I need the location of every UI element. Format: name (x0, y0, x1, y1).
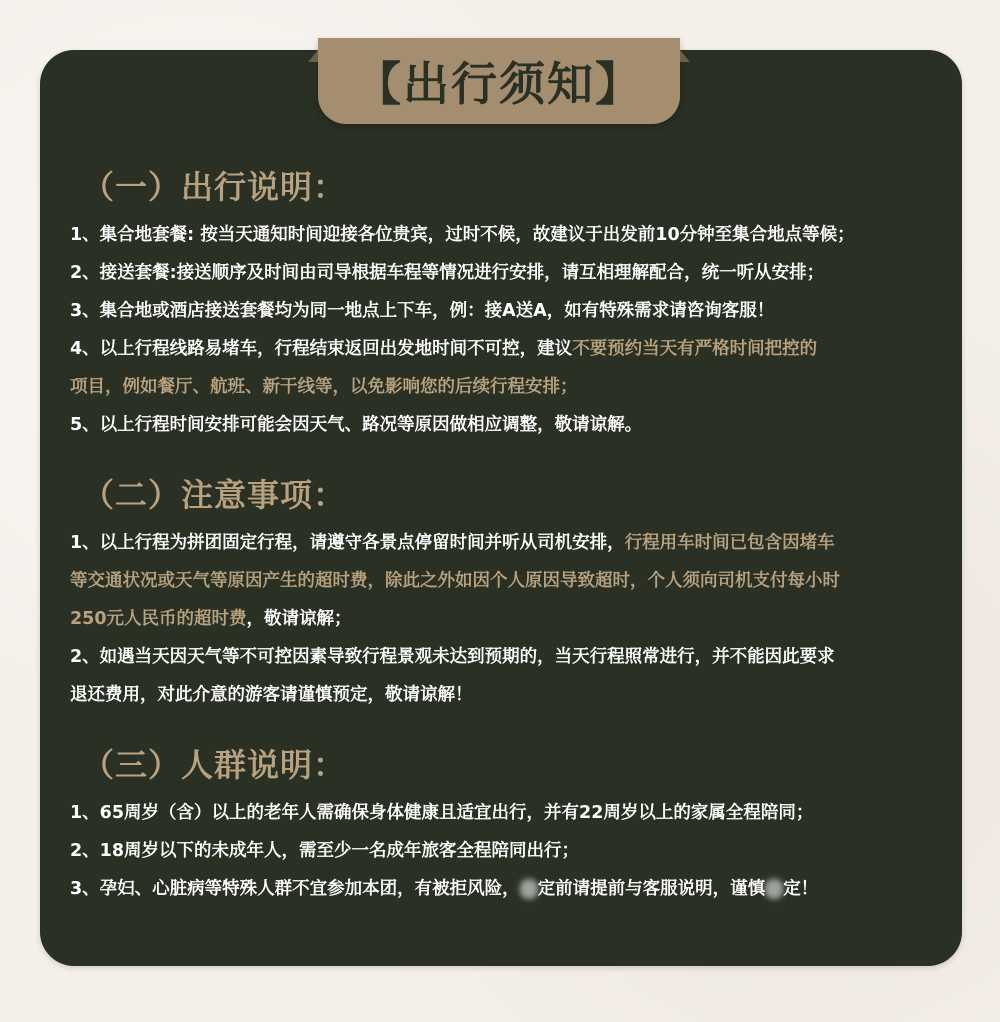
list-item: 1、集合地套餐: 按当天通知时间迎接各位贵宾，过时不候，故建议于出发前10分钟至集合地点等候； (70, 225, 855, 245)
section-group-info (70, 740, 950, 908)
highlight-text: 250元人民币的超时费 (70, 609, 247, 629)
section-heading: （二）注意事项： (82, 476, 347, 514)
list-item: 退还费用，对此介意的游客请谨慎预定，敬请谅解！ (70, 685, 473, 705)
list-item: 2、18周岁以下的未成年人，需至少一名成年旅客全程陪同出行； (70, 841, 580, 861)
list-item: 1、以上行程为拼团固定行程，请遵守各景点停留时间并听从司机安排，行程用车时间已包含因堵车 (70, 533, 835, 553)
highlight-text: 不要预约当天有严格时间把控的 (572, 339, 818, 359)
section-heading: （三）人群说明： (82, 746, 347, 784)
section-notes (70, 470, 950, 714)
list-item: 4、以上行程线路易堵车，行程结束返回出发地时间不可控，建议不要预约当天有严格时间把控的 (70, 339, 818, 359)
highlight-text: 项目，例如餐厅、航班、新干线等，以免影响您的后续行程安排； (70, 377, 578, 397)
list-item (70, 368, 950, 406)
blurred-glyph (520, 879, 538, 899)
list-item: 5、以上行程时间安排可能会因天气、路况等原因做相应调整，敬请谅解。 (70, 415, 643, 435)
list-item: 2、接送套餐:接送顺序及时间由司导根据车程等情况进行安排，请互相理解配合，统一听从安排； (70, 263, 825, 283)
title-tab (318, 38, 680, 124)
section-travel-instructions (70, 162, 950, 444)
list-item: 3、集合地或酒店接送套餐均为同一地点上下车，例：接A送A，如有特殊需求请咨询客服！ (70, 301, 775, 321)
list-item: 250元人民币的超时费，敬请谅解； (70, 609, 352, 629)
highlight-text: 等交通状况或天气等原因产生的超时费，除此之外如因个人原因导致超时，个人须向司机支付每小时 (70, 571, 840, 591)
list-item: 1、65周岁（含）以上的老年人需确保身体健康且适宜出行，并有22周岁以上的家属全程陪同； (70, 803, 814, 823)
page-title: 【出行须知】 (355, 57, 643, 111)
blurred-glyph (765, 879, 783, 899)
list-item (70, 562, 950, 600)
section-heading: （一）出行说明： (82, 168, 347, 206)
highlight-text: 行程用车时间已包含因堵车 (624, 533, 835, 553)
list-item: 2、如遇当天因天气等不可控因素导致行程景观未达到预期的，当天行程照常进行，并不能因此要求 (70, 647, 835, 667)
list-item: 3、孕妇、心脏病等特殊人群不宜参加本团，有被拒风险， 定前请提前与客服说明，谨慎 定！ (70, 879, 819, 899)
